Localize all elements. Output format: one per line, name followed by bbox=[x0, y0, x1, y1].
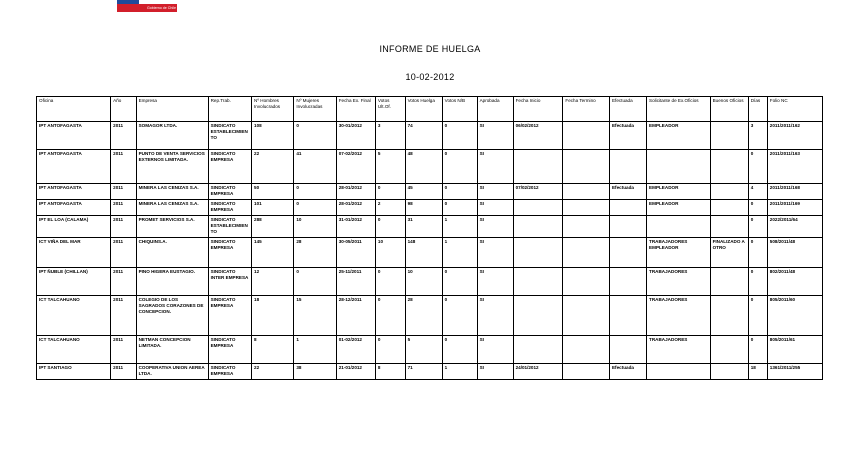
table-cell: 0 bbox=[748, 336, 767, 364]
table-cell: SINDICATO INTER EMPRESA bbox=[208, 268, 251, 296]
column-header: Rep.Trab. bbox=[208, 97, 251, 122]
table-cell bbox=[563, 268, 610, 296]
table-cell: 22 bbox=[252, 364, 294, 380]
table-cell: 38 bbox=[294, 364, 336, 380]
table-cell: 805/2011/60 bbox=[767, 296, 822, 336]
table-row bbox=[37, 238, 823, 268]
table-cell: 101 bbox=[252, 200, 294, 216]
table-cell: 2011 bbox=[111, 184, 136, 200]
table-cell bbox=[609, 216, 646, 238]
column-header: Empresa bbox=[136, 97, 208, 122]
table-cell: 3 bbox=[375, 122, 405, 150]
table-cell: SINDICATO EMPRESA bbox=[208, 364, 251, 380]
table-cell: 21-01/2012 bbox=[336, 364, 375, 380]
table-cell bbox=[710, 150, 748, 184]
table-cell: SI bbox=[477, 238, 513, 268]
table-cell: 41 bbox=[294, 150, 336, 184]
table-cell: SI bbox=[477, 364, 513, 380]
table-header-row bbox=[37, 97, 823, 122]
table-cell: 28 bbox=[294, 238, 336, 268]
table-cell: EMPLEADOR bbox=[647, 184, 711, 200]
table-cell: 2011 bbox=[111, 122, 136, 150]
column-header: Solicitante de Ex.Oficios bbox=[647, 97, 711, 122]
table-cell: 28-01/2012 bbox=[336, 184, 375, 200]
table-cell: 18 bbox=[748, 364, 767, 380]
table-cell bbox=[710, 336, 748, 364]
table-cell: 07/02/2012 bbox=[513, 184, 563, 200]
table-cell: 25-11/2011 bbox=[336, 268, 375, 296]
table-cell: IPT SANTIAGO bbox=[37, 364, 111, 380]
table-cell: 0 bbox=[375, 296, 405, 336]
logo-text: Gobierno de Chile bbox=[147, 6, 176, 10]
table-cell: SI bbox=[477, 296, 513, 336]
table-cell bbox=[609, 336, 646, 364]
table-cell: TRABAJADORES bbox=[647, 336, 711, 364]
table-row bbox=[37, 122, 823, 150]
column-header: Fecha Ex. Final bbox=[336, 97, 375, 122]
table-row bbox=[37, 216, 823, 238]
table-cell: 48 bbox=[405, 150, 442, 184]
table-cell: 45 bbox=[405, 184, 442, 200]
column-header: Votos Huelga bbox=[405, 97, 442, 122]
table-cell: 22 bbox=[252, 150, 294, 184]
table-cell: 0 bbox=[748, 216, 767, 238]
table-cell: 0 bbox=[294, 200, 336, 216]
table-row bbox=[37, 184, 823, 200]
table-cell: SINDICATO EMPRESA bbox=[208, 238, 251, 268]
table-cell: 10 bbox=[375, 238, 405, 268]
table-row bbox=[37, 200, 823, 216]
column-header: Votos N/B bbox=[442, 97, 477, 122]
table-cell: 2011 bbox=[111, 268, 136, 296]
table-cell: 30-01/2012 bbox=[336, 122, 375, 150]
table-cell: 31-01/2012 bbox=[336, 216, 375, 238]
column-header: Oficina bbox=[37, 97, 111, 122]
table-cell: 0 bbox=[442, 200, 477, 216]
table-cell: PINO HIGERA EUSTAGIO. bbox=[136, 268, 208, 296]
strike-report-table bbox=[36, 96, 823, 380]
table-cell: 30-05/2011 bbox=[336, 238, 375, 268]
table-cell: 10 bbox=[405, 268, 442, 296]
table-cell: 0 bbox=[294, 122, 336, 150]
report-title: INFORME DE HUELGA bbox=[379, 44, 481, 54]
table-cell: SI bbox=[477, 150, 513, 184]
table-cell: SINDICATO ESTABLECIMIENTO bbox=[208, 216, 251, 238]
table-cell: 5 bbox=[375, 150, 405, 184]
table-cell bbox=[609, 268, 646, 296]
table-cell: IPT ANTOFAGASTA bbox=[37, 150, 111, 184]
table-cell: 2011 bbox=[111, 238, 136, 268]
table-cell bbox=[563, 184, 610, 200]
table-cell: 71 bbox=[405, 364, 442, 380]
table-cell: SI bbox=[477, 122, 513, 150]
table-cell: 74 bbox=[405, 122, 442, 150]
table-cell bbox=[710, 200, 748, 216]
column-header: Folio NC bbox=[767, 97, 822, 122]
table-cell bbox=[609, 238, 646, 268]
table-cell: MINERA LAS CENIZAS S.A. bbox=[136, 200, 208, 216]
table-cell: MINERA LAS CENIZAS S.A. bbox=[136, 184, 208, 200]
table-cell bbox=[513, 150, 563, 184]
column-header: Votos Ult.Of. bbox=[375, 97, 405, 122]
table-cell bbox=[563, 200, 610, 216]
table-cell bbox=[609, 200, 646, 216]
table-cell bbox=[710, 268, 748, 296]
table-cell: SINDICATO EMPRESA bbox=[208, 200, 251, 216]
table-cell: PUNTO DE VENTA SERVICIOS EXTERNOS LIMITADA. bbox=[136, 150, 208, 184]
table-cell bbox=[563, 150, 610, 184]
table-cell: 2 bbox=[375, 200, 405, 216]
table-cell: IPT ANTOFAGASTA bbox=[37, 122, 111, 150]
table-cell bbox=[513, 296, 563, 336]
table-cell: 0 bbox=[375, 268, 405, 296]
table-cell: TRABAJADORES EMPLEADOR bbox=[647, 238, 711, 268]
table-cell: 10 bbox=[294, 216, 336, 238]
table-cell: 31 bbox=[405, 216, 442, 238]
table-cell: IPT ÑUBLE (CHILLAN) bbox=[37, 268, 111, 296]
table-cell: 07-02/2012 bbox=[336, 150, 375, 184]
table-cell: 2011 bbox=[111, 364, 136, 380]
table-cell: FINALIZADO A OTRO bbox=[710, 238, 748, 268]
table-cell: SI bbox=[477, 216, 513, 238]
table-cell bbox=[609, 296, 646, 336]
table-cell: Efectuada bbox=[609, 364, 646, 380]
table-cell: 805/2011/61 bbox=[767, 336, 822, 364]
table-cell: 0 bbox=[748, 268, 767, 296]
table-cell: 0 bbox=[748, 200, 767, 216]
table-cell: 2011 bbox=[111, 200, 136, 216]
table-cell: 8 bbox=[375, 364, 405, 380]
table-cell: 288 bbox=[252, 216, 294, 238]
table-cell: 0 bbox=[442, 122, 477, 150]
government-logo bbox=[117, 0, 177, 12]
table-cell: SOMAGOR LTDA. bbox=[136, 122, 208, 150]
table-cell: 0 bbox=[748, 238, 767, 268]
table-cell: 1 bbox=[294, 336, 336, 364]
table-cell: IPT ANTOFAGASTA bbox=[37, 200, 111, 216]
table-cell: 0 bbox=[442, 336, 477, 364]
table-cell bbox=[710, 216, 748, 238]
table-cell: 0 bbox=[748, 296, 767, 336]
table-cell: 1361/2011/255 bbox=[767, 364, 822, 380]
table-cell: 2011/2011/162 bbox=[767, 122, 822, 150]
table-cell: 18 bbox=[252, 296, 294, 336]
table-cell: SI bbox=[477, 268, 513, 296]
table-cell: 15 bbox=[294, 296, 336, 336]
table-cell bbox=[647, 216, 711, 238]
table-cell: 1 bbox=[442, 216, 477, 238]
report-date: 10-02-2012 bbox=[405, 72, 455, 82]
table-cell: 4 bbox=[748, 184, 767, 200]
table-row bbox=[37, 296, 823, 336]
table-cell: ICT TALCAHUANO bbox=[37, 296, 111, 336]
table-cell: SINDICATO EMPRESA bbox=[208, 150, 251, 184]
table-cell: 108 bbox=[252, 122, 294, 150]
table-cell bbox=[563, 216, 610, 238]
table-cell: COOPERATIVA UNION AEREA LTDA. bbox=[136, 364, 208, 380]
table-cell: 0 bbox=[442, 184, 477, 200]
table-cell: 2011/2011/169 bbox=[767, 200, 822, 216]
table-cell bbox=[563, 122, 610, 150]
table-cell: 0 bbox=[294, 184, 336, 200]
table-cell: 0 bbox=[442, 268, 477, 296]
table-cell: 8 bbox=[252, 336, 294, 364]
table-cell: 06/02/2012 bbox=[513, 122, 563, 150]
table-row bbox=[37, 150, 823, 184]
table-cell: 2011 bbox=[111, 296, 136, 336]
table-cell: 98 bbox=[405, 200, 442, 216]
table-cell: 2022/2011/64 bbox=[767, 216, 822, 238]
table-cell: 2011 bbox=[111, 336, 136, 364]
table-cell: 2011/2011/168 bbox=[767, 184, 822, 200]
table-cell bbox=[609, 150, 646, 184]
table-cell: SINDICATO EMPRESA bbox=[208, 184, 251, 200]
column-header: Nº Mujeres Involucradas bbox=[294, 97, 336, 122]
column-header: Buenos Oficios bbox=[710, 97, 748, 122]
table-cell: 802/2011/48 bbox=[767, 268, 822, 296]
table-cell: SI bbox=[477, 336, 513, 364]
table-cell: 145 bbox=[252, 238, 294, 268]
column-header: Días bbox=[748, 97, 767, 122]
table-cell: IPT EL LOA (CALAMA) bbox=[37, 216, 111, 238]
table-cell bbox=[513, 268, 563, 296]
table-cell: 5 bbox=[405, 336, 442, 364]
table-cell: 0 bbox=[748, 150, 767, 184]
table-cell: 1 bbox=[442, 238, 477, 268]
table-cell: Efectuada bbox=[609, 184, 646, 200]
table-cell: 0 bbox=[375, 184, 405, 200]
table-cell: ICT TALCAHUANO bbox=[37, 336, 111, 364]
table-cell: EMPLEADOR bbox=[647, 122, 711, 150]
table-cell bbox=[710, 296, 748, 336]
table-cell: NETMAN CONCEPCION LIMITADA. bbox=[136, 336, 208, 364]
column-header: Nº Hombres Involucrados bbox=[252, 97, 294, 122]
table-cell bbox=[563, 238, 610, 268]
table-cell bbox=[513, 238, 563, 268]
table-cell bbox=[563, 296, 610, 336]
table-cell: 28-01/2012 bbox=[336, 200, 375, 216]
table-cell: EMPLEADOR bbox=[647, 200, 711, 216]
table-cell: 24/01/2012 bbox=[513, 364, 563, 380]
table-cell: 2011 bbox=[111, 216, 136, 238]
column-header: Fecha Termino bbox=[563, 97, 610, 122]
table-cell bbox=[710, 184, 748, 200]
table-cell: 28 bbox=[405, 296, 442, 336]
table-cell: 12 bbox=[252, 268, 294, 296]
table-cell bbox=[513, 336, 563, 364]
table-cell: 0 bbox=[442, 150, 477, 184]
table-cell: TRABAJADORES bbox=[647, 296, 711, 336]
table-cell: TRABAJADORES bbox=[647, 268, 711, 296]
column-header: Fecha Inicio bbox=[513, 97, 563, 122]
table-cell: 0 bbox=[442, 296, 477, 336]
table-cell: SINDICATO ESTABLECIMIENTO bbox=[208, 122, 251, 150]
table-cell: 148 bbox=[405, 238, 442, 268]
table-row bbox=[37, 364, 823, 380]
table-cell: SI bbox=[477, 200, 513, 216]
table-cell bbox=[647, 364, 711, 380]
table-cell: 0 bbox=[375, 336, 405, 364]
table-cell: PROMET SERVICIOS S.A. bbox=[136, 216, 208, 238]
table-cell bbox=[513, 200, 563, 216]
table-cell: 508/2011/48 bbox=[767, 238, 822, 268]
table-cell: 3 bbox=[748, 122, 767, 150]
table-cell: Efectuada bbox=[609, 122, 646, 150]
table-cell: 01-02/2012 bbox=[336, 336, 375, 364]
table-cell: 2011 bbox=[111, 150, 136, 184]
table-cell bbox=[710, 122, 748, 150]
table-row bbox=[37, 268, 823, 296]
column-header: Efectuada bbox=[609, 97, 646, 122]
table-cell: 1 bbox=[442, 364, 477, 380]
column-header: Año bbox=[111, 97, 136, 122]
table-cell bbox=[563, 336, 610, 364]
table-cell: 2011/2011/163 bbox=[767, 150, 822, 184]
table-cell: SINDICATO EMPRESA bbox=[208, 296, 251, 336]
table-cell: SINDICATO EMPRESA bbox=[208, 336, 251, 364]
table-cell: 50 bbox=[252, 184, 294, 200]
table-cell bbox=[563, 364, 610, 380]
table-cell: 28-12/2011 bbox=[336, 296, 375, 336]
table-cell: 0 bbox=[294, 268, 336, 296]
column-header: Aprobada bbox=[477, 97, 513, 122]
table-cell: IPT ANTOFAGASTA bbox=[37, 184, 111, 200]
table-cell: ICT VIÑA DEL MAR bbox=[37, 238, 111, 268]
table-cell bbox=[647, 150, 711, 184]
table-cell: COLEGIO DE LOS SAGRADOS CORAZONES DE CONCEPCION. bbox=[136, 296, 208, 336]
table-cell: 0 bbox=[375, 216, 405, 238]
table-row bbox=[37, 336, 823, 364]
table-cell: SI bbox=[477, 184, 513, 200]
table-cell bbox=[513, 216, 563, 238]
table-cell bbox=[710, 364, 748, 380]
table-cell: CHIQUINS.A. bbox=[136, 238, 208, 268]
